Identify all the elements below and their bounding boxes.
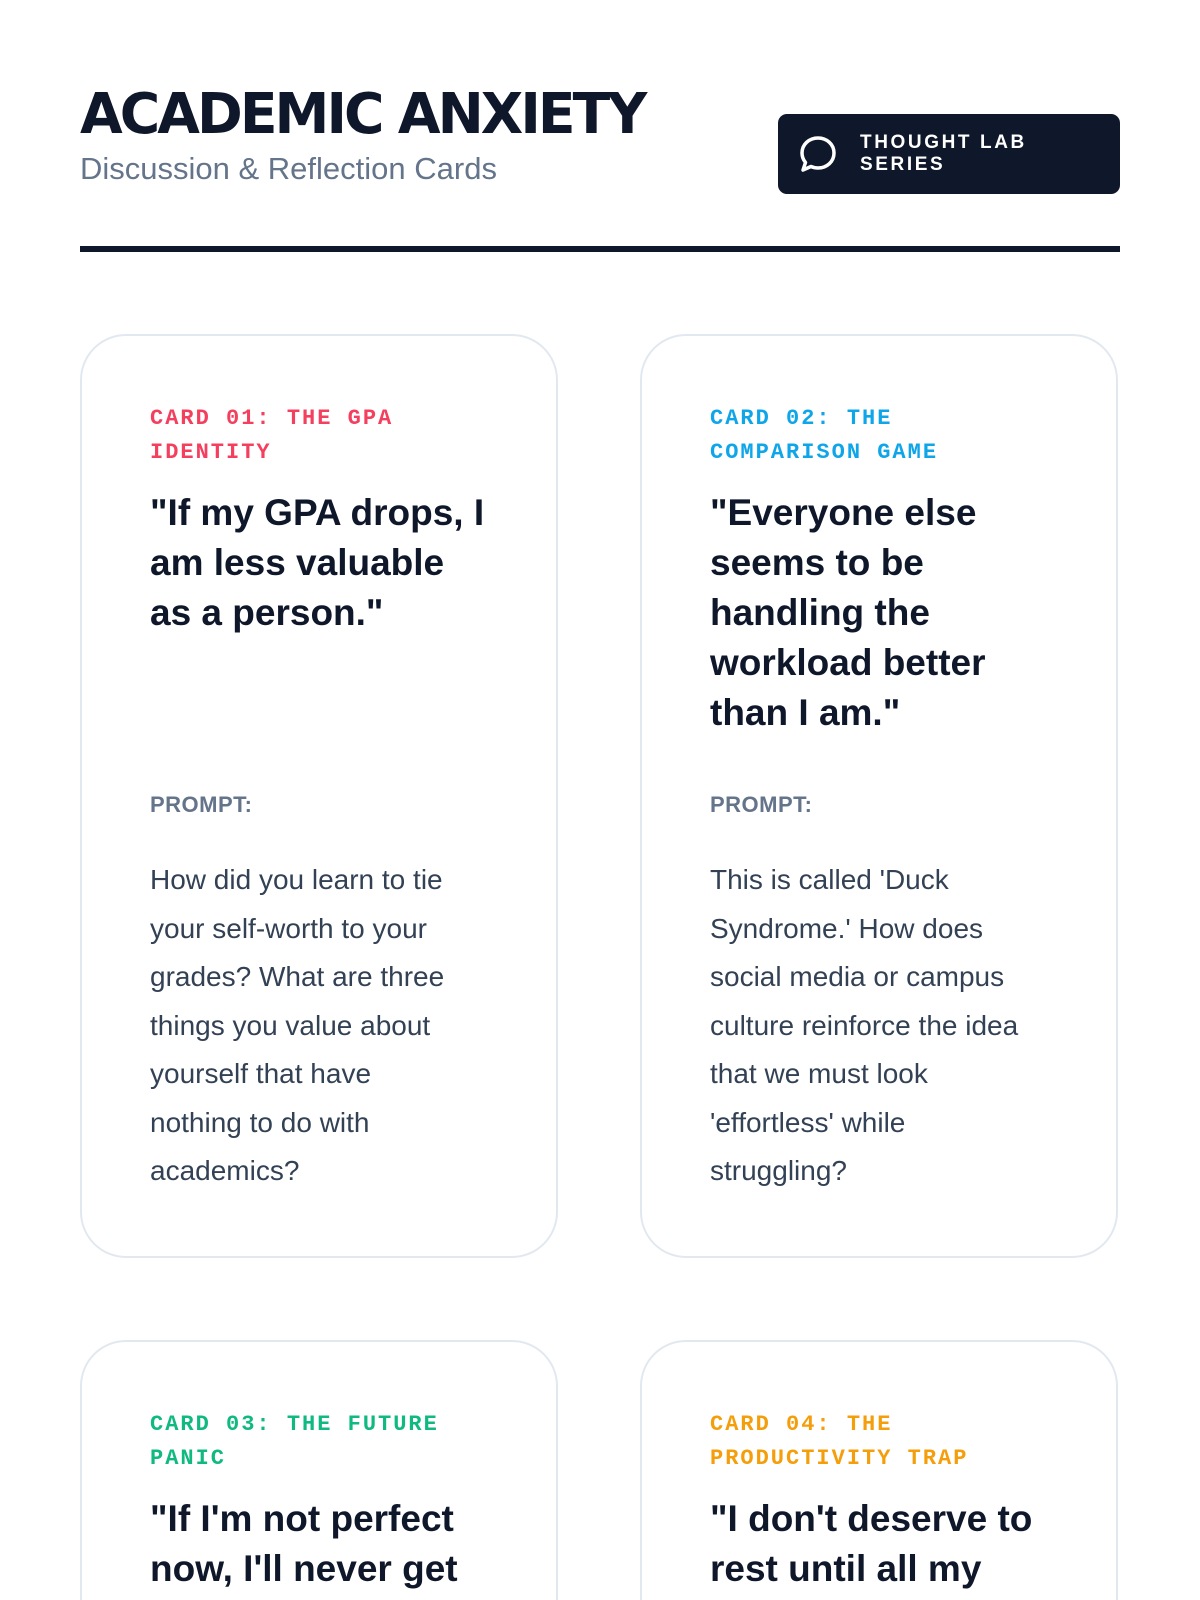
prompt-text: How did you learn to tie your self-worth to your grades? What are three things you value about yourself that have nothing to do with academics?	[150, 864, 445, 1186]
discussion-card[interactable]	[640, 1340, 1118, 1600]
prompt-text: This is called 'Duck Syndrome.' How does social media or campus culture reinforce the idea that we must look 'effortless' while struggling?	[710, 864, 1019, 1186]
discussion-card[interactable]	[80, 1340, 558, 1600]
page	[80, 0, 1120, 1600]
page-title: ACADEMIC ANXIETY	[80, 82, 645, 147]
card-label: CARD 01: THE GPA IDENTITY	[150, 406, 394, 465]
card-label: CARD 03: THE FUTURE PANIC	[150, 1412, 439, 1471]
prompt-heading: PROMPT:	[710, 792, 813, 817]
series-label: THOUGHT LAB SERIES	[860, 132, 1027, 175]
card-label: CARD 04: THE PRODUCTIVITY TRAP	[710, 1412, 969, 1471]
card-quote: "If I'm not perfect now, I'll never get	[150, 1498, 458, 1589]
discussion-card[interactable]	[640, 334, 1118, 1258]
card-quote: "I don't deserve to rest until all my	[710, 1498, 1033, 1589]
card-label: CARD 02: THE COMPARISON GAME	[710, 406, 939, 465]
page-subtitle: Discussion & Reflection Cards	[80, 151, 497, 186]
chat-bubble-icon	[798, 134, 838, 174]
card-quote: "If my GPA drops, I am less valuable as a person."	[150, 492, 485, 633]
header-divider	[80, 246, 1120, 252]
header	[80, 84, 1120, 204]
prompt-heading: PROMPT:	[150, 792, 253, 817]
card-quote: "Everyone else seems to be handling the workload better than I am."	[710, 492, 986, 733]
series-badge[interactable]	[778, 114, 1120, 194]
discussion-card[interactable]	[80, 334, 558, 1258]
